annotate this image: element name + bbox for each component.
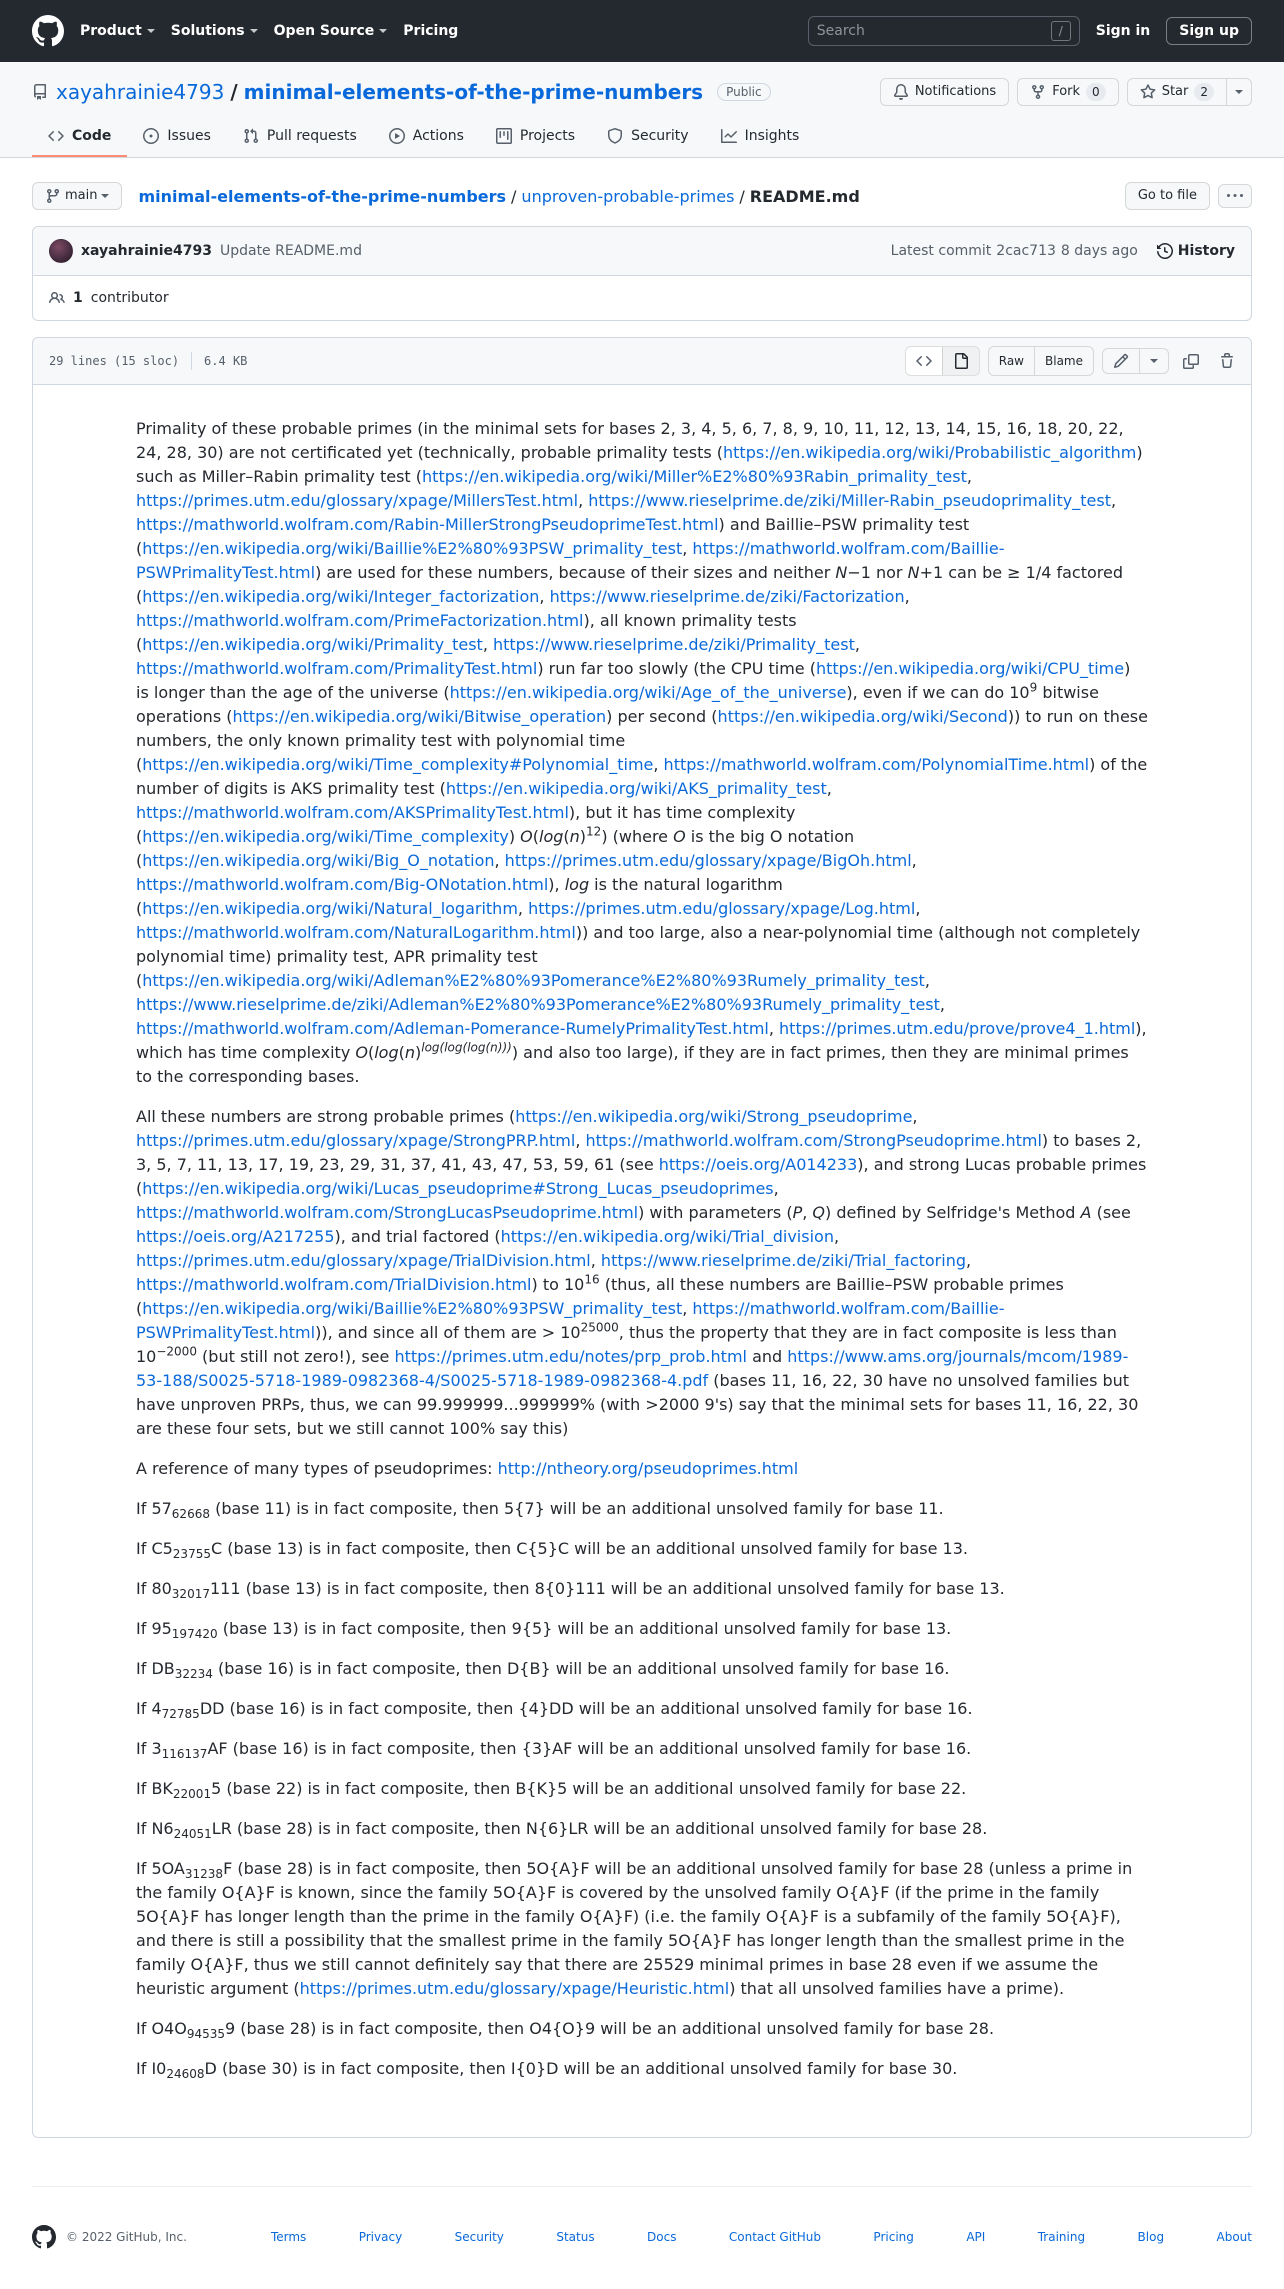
subscript: 23755 [172,1547,211,1562]
subscript: 72785 [161,1707,200,1722]
delete-button[interactable] [1213,349,1241,373]
breadcrumb-separator: / [511,186,517,206]
doc-link[interactable]: https://mathworld.wolfram.com/StrongPseudoprime.html [585,1131,1042,1150]
italic-text: O [673,827,686,846]
repo-name-link[interactable]: minimal-elements-of-the-prime-numbers [243,80,704,104]
subscript: 32017 [171,1587,210,1602]
doc-link[interactable]: https://primes.utm.edu/notes/prp_prob.html [394,1347,747,1366]
navbar-menu-solutions[interactable] [171,23,258,39]
navbar-menu-pricing[interactable] [403,23,458,39]
star-dropdown-button[interactable] [1227,78,1252,106]
copyright: © 2022 GitHub, Inc. [66,2230,187,2244]
history-icon [1157,243,1173,259]
fork-button[interactable] [1017,78,1118,106]
doc-link[interactable]: https://primes.utm.edu/glossary/xpage/TrialDivision.html [136,1251,591,1270]
tab-label: Pull requests [266,128,357,144]
breadcrumb-separator: / [739,186,745,206]
people-icon [49,290,65,306]
latest-commit-row [33,227,1251,276]
doc-link[interactable]: https://en.wikipedia.org/wiki/Baillie%E2%80%93PSW_primality_test [142,1299,683,1318]
main-content [0,158,1284,2138]
subscript: 62668 [171,1507,210,1522]
repo-header [0,62,1284,158]
paragraph: If $57_{62668}$ (base 11) is in fact composite, then 5{7} will be an additional unsolved family for base 11. [136,1499,944,1522]
trash-icon [1219,353,1235,369]
shield-icon [607,128,623,144]
star-count: 2 [1194,83,1214,101]
doc-link[interactable]: https://mathworld.wolfram.com/TrialDivision.html [136,1275,532,1294]
paragraph: If $80_{32017}111$ (base 13) is in fact composite, then 8{0}111 will be an additional unsolved family for base 13. [136,1579,1005,1602]
star-button[interactable] [1127,78,1227,106]
edit-dropdown-button[interactable] [1140,348,1169,374]
raw-blame-group [988,346,1094,376]
breadcrumb-file: README.md [749,186,860,206]
doc-link[interactable]: https://en.wikipedia.org/wiki/Probabilistic_algorithm [723,443,1137,462]
doc-link[interactable]: http://ntheory.org/pseudoprimes.html [497,1459,799,1478]
tab-label: Security [631,128,689,144]
file-actions [905,346,1241,376]
doc-link[interactable]: https://mathworld.wolfram.com/Big-ONotation.html [136,875,549,894]
edit-button[interactable] [1102,348,1140,374]
doc-link[interactable]: https://primes.utm.edu/glossary/xpage/MillersTest.html [136,491,579,510]
file-lines-info: 29 lines (15 sloc) [49,354,180,368]
tab-code[interactable] [32,120,127,157]
doc-link[interactable]: https://en.wikipedia.org/wiki/Time_complexity#Polynomial_time [142,755,654,774]
avatar[interactable] [49,239,73,263]
star-label: Star [1161,84,1189,99]
paragraph: If $DB_{32234}$ (base 16) is in fact composite, then D{B} will be an additional unsolved family for base 16. [136,1659,950,1682]
tab-label: Actions [412,128,464,144]
doc-link[interactable]: https://oeis.org/A217255 [136,1227,335,1246]
commit-author-link[interactable]: xayahrainie4793 [81,243,212,259]
breadcrumb-dir-link[interactable]: unproven-probable-primes [521,186,735,206]
slash-key-hint: / [1051,21,1071,41]
doc-link[interactable]: https://mathworld.wolfram.com/PrimalityTest.html [136,659,538,678]
readme-content-inner [136,417,1148,2081]
italic-text: log [539,827,564,846]
doc-link[interactable]: https://en.wikipedia.org/wiki/Primality_test [142,635,483,654]
search-input[interactable] [817,23,1017,39]
navbar-menus [80,23,458,39]
contributors-row[interactable] [33,276,1251,320]
doc-link[interactable]: https://mathworld.wolfram.com/StrongLucasPseudoprime.html [136,1203,639,1222]
subscript: 197420 [171,1627,218,1642]
notifications-button[interactable] [880,78,1009,106]
italic-text: N [835,563,848,582]
doc-link[interactable]: https://mathworld.wolfram.com/PolynomialTime.html [663,755,1090,774]
paragraph: If $C5_{23755}C$ (base 13) is in fact composite, then C{5}C will be an additional unsolved family for base 13. [136,1539,968,1562]
paragraph: If $I0_{24608}D$ (base 30) is in fact composite, then I{0}D will be an additional unsolved family for base 30. [136,2059,958,2082]
footer-link-terms[interactable]: Terms [270,2230,307,2244]
navbar-menu-product[interactable] [80,23,155,39]
repo-owner-link[interactable]: xayahrainie4793 [56,80,225,104]
subscript: 116137 [161,1747,208,1762]
pencil-icon [1113,353,1129,369]
doc-link[interactable]: https://mathworld.wolfram.com/Rabin-MillerStrongPseudoprimeTest.html [136,515,719,534]
file-icon [953,353,969,369]
paragraph: All these numbers are strong probable primes (https://en.wikipedia.org/wiki/Strong_pseudoprime, https://primes.utm.edu/glossary/xpage/StrongPRP.html, https://mathworld.wolfram.com/StrongPseudoprime.html) to bases 2, 3, 5, 7, 11, 13, 17, 19, 23, 29, 31, 37, 41, 43, 47, 53, 59, 61 (see https://oeis.org/A014233), and strong Lucas probable primes (https://en.wikipedia.org/wiki/Lucas_pseudoprime#Strong_Lucas_pseudoprimes, https://mathworld.wolfram.com/StrongLucasPseudoprime.html) with parameters (P, Q) defined by Selfridge's Method A (see https://oeis.org/A217255), and trial factored (https://en.wikipedia.org/wiki/Trial_division, https://primes.utm.edu/glossary/xpage/TrialDivision.html, https://www.rieselprime.de/ziki/Trial_factoring, https://mathworld.wolfram.com/TrialDivision.html) to $10^{16}$ (thus, all these numbers are Baillie–PSW probable primes (https://en.wikipedia.org/wiki/Baillie%E2%80%93PSW_primality_test, https://mathworld.wolfram.com/Baillie-PSWPrimalityTest.html)), and since all of them are > $10^{25000}$, thus the property that they are in fact composite is less than $10^{-2000}$ (but still not zero!), see https://primes.utm.edu/notes/prp_prob.html and https://www.ams.org/journals/mcom/1989-53-188/S0025-5718-1989-0982368-4/S0025-5718-1989-0982368-4.pdf (bases 11, 16, 22, 30 have no unsolved families but have unproven PRPs, thus, we can 99.999999...999999% (with >2000 9's) say that the minimal sets for bases 11, 16, 22, 30 are these four sets, but we still cannot 100% say this) [136,1107,1147,1438]
doc-link[interactable]: https://www.rieselprime.de/ziki/Primality_test [492,635,855,654]
subscript: 24051 [173,1827,212,1842]
doc-link[interactable]: https://www.rieselprime.de/ziki/Trial_factoring [600,1251,966,1270]
paragraph: If $5OA_{31238}F$ (base 28) is in fact composite, then 5O{A}F will be an additional unsolved family for base 28 (unless a prime in the family O{A}F is known, since the family 5O{A}F is covered by the unsolved family O{A}F (if the prime in the family 5O{A}F has longer length than the prime in the family O{A}F) (i.e. the family O{A}F is a subfamily of the family 5O{A}F), and there is still a possibility that the smallest prime in the family 5O{A}F has longer length than the smallest prime in the family O{A}F, thus we still cannot definitely say that there are 25529 minimal primes in base 28 even if we assume the heuristic argument (https://primes.utm.edu/glossary/xpage/Heuristic.html) that all unsolved families have a prime). [136,1859,1133,1998]
doc-link[interactable]: https://www.ams.org/journals/mcom/1989-53-188/S0025-5718-1989-0982368-4/S0025-5718-1989-0982368-4.pdf [136,1347,1129,1390]
repo-actions [880,78,1252,106]
file-header [33,338,1251,385]
breadcrumb-repo-link[interactable]: minimal-elements-of-the-prime-numbers [138,186,507,206]
repo-title-row [32,78,1252,106]
copy-button[interactable] [1177,349,1205,373]
doc-link[interactable]: https://www.rieselprime.de/ziki/Factorization [549,587,905,606]
edit-group [1102,348,1169,374]
project-icon [496,128,512,144]
paragraph: If $N6_{24051}LR$ (base 28) is in fact composite, then N{6}LR will be an additional unsolved family for base 28. [136,1819,988,1842]
doc-link[interactable]: https://primes.utm.edu/glossary/xpage/StrongPRP.html [136,1131,576,1150]
copy-icon [1183,353,1199,369]
italic-text: P [792,1203,803,1222]
footer-links [271,2230,1252,2244]
contributors-label: contributor [90,290,169,306]
fork-count: 0 [1086,83,1106,101]
source-view-button[interactable] [906,347,942,375]
italic-text: Q [812,1203,826,1222]
italic-text: log [564,875,590,894]
italic-text: O [520,827,533,846]
star-icon [1140,84,1156,100]
chevron-down-icon [250,29,258,33]
play-icon [389,128,405,144]
code-icon [48,128,64,144]
footer-link-privacy[interactable]: Privacy [358,2230,403,2244]
file-size-info: 6.4 KB [204,354,248,368]
doc-link[interactable]: https://mathworld.wolfram.com/Adleman-Pomerance-RumelyPrimalityTest.html [136,1019,769,1038]
doc-link[interactable]: https://en.wikipedia.org/wiki/Second [717,707,1008,726]
subscript: 94535 [186,2027,225,2042]
notifications-label: Notifications [914,84,997,99]
doc-link[interactable]: https://mathworld.wolfram.com/PrimeFactorization.html [136,611,584,630]
doc-link[interactable]: https://en.wikipedia.org/wiki/Trial_division [500,1227,834,1246]
sign-in-link[interactable]: Sign in [1095,23,1151,39]
commit-box [32,226,1252,321]
github-logo-icon[interactable] [32,15,64,47]
repo-tabs [32,120,1252,157]
star-split-button [1127,78,1252,106]
raw-button[interactable]: Raw [988,346,1035,376]
paragraph: A reference of many types of pseudoprimes: http://ntheory.org/pseudoprimes.html [136,1459,799,1478]
superscript: 25000 [580,1320,619,1335]
tab-label: Issues [167,128,211,144]
branch-selector[interactable] [32,182,122,210]
footer-link-status[interactable]: Status [556,2230,595,2244]
doc-link[interactable]: https://en.wikipedia.org/wiki/Natural_logarithm [142,899,518,918]
page-title [56,80,703,104]
doc-link[interactable]: https://en.wikipedia.org/wiki/Time_complexity [142,827,509,846]
chevron-down-icon [101,194,109,198]
doc-link[interactable]: https://en.wikipedia.org/wiki/Bitwise_operation [232,707,607,726]
navbar-right [808,16,1252,46]
commit-time: 8 days ago [1060,243,1138,259]
tab-issues[interactable] [127,120,227,157]
superscript: 16 [584,1272,600,1287]
subscript: 32234 [174,1667,213,1682]
italic-text: n [569,827,580,846]
footer-link-security[interactable]: Security [454,2230,504,2244]
doc-link[interactable]: https://en.wikipedia.org/wiki/AKS_primality_test [445,779,827,798]
search-box[interactable] [808,16,1080,46]
issue-opened-icon [143,128,159,144]
superscript: 12 [586,824,602,839]
subscript: 22001 [172,1787,212,1802]
doc-link[interactable]: https://en.wikipedia.org/wiki/CPU_time [815,659,1125,678]
commit-hash-link[interactable]: 2cac713 [996,243,1056,259]
doc-link[interactable]: https://mathworld.wolfram.com/NaturalLogarithm.html [136,923,576,942]
file-nav-row [32,182,1252,210]
navbar-menu-label: Solutions [170,23,245,39]
tab-label: Projects [519,128,576,144]
tab-insights[interactable] [705,120,816,157]
top-navbar [0,0,1284,62]
doc-link[interactable]: https://mathworld.wolfram.com/Baillie-PSWPrimalityTest.html [136,539,1005,582]
paragraph: If $95_{197420}$ (base 13) is in fact composite, then 9{5} will be an additional unsolved family for base 13. [136,1619,952,1642]
doc-link[interactable]: https://mathworld.wolfram.com/Baillie-PSWPrimalityTest.html [136,1299,1005,1342]
footer-link-about[interactable]: About [1216,2230,1252,2244]
navbar-menu-label: Product [80,23,142,39]
history-link[interactable] [1157,243,1235,259]
superscript: 9 [1029,680,1038,695]
italic-text: A [1080,1203,1092,1222]
fork-label: Fork [1052,84,1081,99]
doc-link[interactable]: https://primes.utm.edu/glossary/xpage/Heuristic.html [299,1979,730,1998]
footer-link-pricing[interactable]: Pricing [873,2230,914,2244]
footer-link-contact-github[interactable]: Contact GitHub [728,2230,821,2244]
navbar-menu-label: Open Source [273,23,375,39]
readme-content [33,385,1251,2137]
footer [0,2186,1284,2289]
view-toggle [905,346,980,376]
footer-brand [32,2225,187,2249]
doc-link[interactable]: https://en.wikipedia.org/wiki/Big_O_notation [142,851,495,870]
chevron-down-icon [147,29,155,33]
chevron-down-icon [1235,90,1243,94]
visibility-badge: Public [717,83,771,101]
doc-link[interactable]: https://en.wikipedia.org/wiki/Age_of_the_universe [449,683,847,702]
doc-link[interactable]: https://en.wikipedia.org/wiki/Lucas_pseudoprime#Strong_Lucas_pseudoprimes [142,1179,774,1198]
doc-link[interactable]: https://en.wikipedia.org/wiki/Baillie%E2%80%93PSW_primality_test [142,539,683,558]
tab-label: Code [72,128,112,144]
tab-security[interactable] [591,120,705,157]
blame-button[interactable]: Blame [1035,346,1094,376]
footer-link-blog[interactable]: Blog [1137,2230,1165,2244]
kebab-icon [1227,188,1243,204]
graph-icon [721,128,737,144]
subscript: 31238 [184,1867,224,1882]
chevron-down-icon [379,29,387,33]
doc-link[interactable]: https://en.wikipedia.org/wiki/Integer_factorization [142,587,540,606]
history-label: History [1177,243,1235,259]
repo-icon [32,84,48,100]
latest-commit-label: Latest commit [890,243,992,259]
italic-text: O [355,1043,368,1062]
contributors-count: 1 [73,290,83,306]
footer-link-training[interactable]: Training [1037,2230,1086,2244]
doc-link[interactable]: https://www.rieselprime.de/ziki/Adleman%E2%80%93Pomerance%E2%80%93Rumely_primality_test [136,995,940,1014]
doc-link[interactable]: https://en.wikipedia.org/wiki/Miller%E2%80%93Rabin_primality_test [422,467,967,486]
file-meta [49,352,247,370]
branch-name: main [65,188,98,203]
navbar-menu-open-source[interactable] [274,23,388,39]
rendered-view-button[interactable] [942,347,979,375]
paragraph: If $O4O_{94535}9$ (base 28) is in fact composite, then O4{O}9 will be an additional unsolved family for base 28. [136,2019,995,2042]
breadcrumb-separator: / [230,80,238,104]
doc-link[interactable]: https://primes.utm.edu/glossary/xpage/BigOh.html [504,851,912,870]
more-options-button[interactable] [1218,184,1252,208]
tab-pull-requests[interactable] [227,120,373,157]
superscript: log(log(log(n))) [421,1040,512,1055]
sign-up-button[interactable]: Sign up [1166,17,1252,45]
file-box [32,337,1252,2138]
paragraph: If $4_{72785}DD$ (base 16) is in fact composite, then {4}DD will be an additional unsolved family for base 16. [136,1699,973,1722]
doc-link[interactable]: https://www.rieselprime.de/ziki/Miller-Rabin_pseudoprimality_test [588,491,1111,510]
commit-message-link[interactable]: Update README.md [219,243,362,259]
superscript: −2000 [156,1344,197,1359]
paragraph: If $3_{116137}AF$ (base 16) is in fact composite, then {3}AF will be an additional unsolved family for base 16. [136,1739,972,1762]
footer-link-docs[interactable]: Docs [647,2230,677,2244]
github-logo-icon[interactable] [32,2225,56,2249]
tab-projects[interactable] [480,120,591,157]
doc-link[interactable]: https://oeis.org/A014233 [658,1155,858,1174]
tab-actions[interactable] [373,120,480,157]
branch-icon [45,188,61,204]
divider [191,352,192,370]
paragraph: If $BK_{22001}5$ (base 22) is in fact composite, then B{K}5 will be an additional unsolved family for base 22. [136,1779,967,1802]
paragraph: Primality of these probable primes (in the minimal sets for bases 2, 3, 4, 5, 6, 7, 8, 9, 10, 11, 12, 13, 14, 15, 16, 18, 20, 22, 24, 28, 30) are not certificated yet (technically, probable primality tests (https://en.wikipedia.org/wiki/Probabilistic_algorithm) such as Miller–Rabin primality test (https://en.wikipedia.org/wiki/Miller%E2%80%93Rabin_primality_test, https://primes.utm.edu/glossary/xpage/MillersTest.html, https://www.rieselprime.de/ziki/Miller-Rabin_pseudoprimality_test, https://mathworld.wolfram.com/Rabin-MillerStrongPseudoprimeTest.html) and Baillie–PSW primality test (https://en.wikipedia.org/wiki/Baillie%E2%80%93PSW_primality_test, https://mathworld.wolfram.com/Baillie-PSWPrimalityTest.html) are used for these numbers, because of their sizes and neither N−1 nor N+1 can be ≥ 1/4 factored (https://en.wikipedia.org/wiki/Integer_factorization, https://www.rieselprime.de/ziki/Factorization, https://mathworld.wolfram.com/PrimeFactorization.html), all known primality tests (https://en.wikipedia.org/wiki/Primality_test, https://www.rieselprime.de/ziki/Primality_test, https://mathworld.wolfram.com/PrimalityTest.html) run far too slowly (the CPU time (https://en.wikipedia.org/wiki/CPU_time) is longer than the age of the universe (https://en.wikipedia.org/wiki/Age_of_the_universe), even if we can do $10^9$ bitwise operations (https://en.wikipedia.org/wiki/Bitwise_operation) per second (https://en.wikipedia.org/wiki/Second)) to run on these numbers, the only known primality test with polynomial time (https://en.wikipedia.org/wiki/Time_complexity#Polynomial_time, https://mathworld.wolfram.com/PolynomialTime.html) of the number of digits is AKS primality test (https://en.wikipedia.org/wiki/AKS_primality_test, https://mathworld.wolfram.com/AKSPrimalityTest.html), but it has time complexity (https://en.wikipedia.org/wiki/Time_complexity) $O(\log(n)^{12})$ (where O is the big O notation (https://en.wikipedia.org/wiki/Big_O_notation, https://primes.utm.edu/glossary/xpage/BigOh.html, https://mathworld.wolfram.com/Big-ONotation.html), log is the natural logarithm (https://en.wikipedia.org/wiki/Natural_logarithm, https://primes.utm.edu/glossary/xpage/Log.html, https://mathworld.wolfram.com/NaturalLogarithm.html)) and too large, also a near-polynomial time (although not completely polynomial time) primality test, APR primality test (https://en.wikipedia.org/wiki/Adleman%E2%80%93Pomerance%E2%80%93Rumely_primality_test, https://www.rieselprime.de/ziki/Adleman%E2%80%93Pomerance%E2%80%93Rumely_primality_test, https://mathworld.wolfram.com/Adleman-Pomerance-RumelyPrimalityTest.html, https://primes.utm.edu/prove/prove4_1.html), which has time complexity $O(\log(n)^{log(log(log(n)))})$ and also too large), if they are in fact primes, then they are minimal primes to the corresponding bases. [136,419,1148,1086]
italic-text: n [404,1043,415,1062]
subscript: 24608 [166,2067,205,2082]
doc-link[interactable]: https://en.wikipedia.org/wiki/Strong_pseudoprime [515,1107,913,1126]
doc-link[interactable]: https://mathworld.wolfram.com/AKSPrimalityTest.html [136,803,569,822]
pull-request-icon [243,128,259,144]
doc-link[interactable]: https://primes.utm.edu/glossary/xpage/Log.html [528,899,916,918]
doc-link[interactable]: https://primes.utm.edu/prove/prove4_1.html [779,1019,1136,1038]
file-nav-actions [1125,182,1252,210]
italic-text: log [374,1043,399,1062]
code-icon [916,353,932,369]
chevron-down-icon [1150,359,1158,363]
navbar-menu-label: Pricing [403,23,459,39]
bell-icon [893,84,909,100]
tab-label: Insights [744,128,800,144]
commit-meta [891,243,1235,259]
doc-link[interactable]: https://en.wikipedia.org/wiki/Adleman%E2%80%93Pomerance%E2%80%93Rumely_primality_test [142,971,925,990]
italic-text: N [907,563,920,582]
footer-link-api[interactable]: API [966,2230,986,2244]
go-to-file-button[interactable]: Go to file [1125,182,1210,210]
fork-icon [1030,84,1046,100]
footer-inner [32,2186,1252,2249]
breadcrumb [138,187,859,206]
